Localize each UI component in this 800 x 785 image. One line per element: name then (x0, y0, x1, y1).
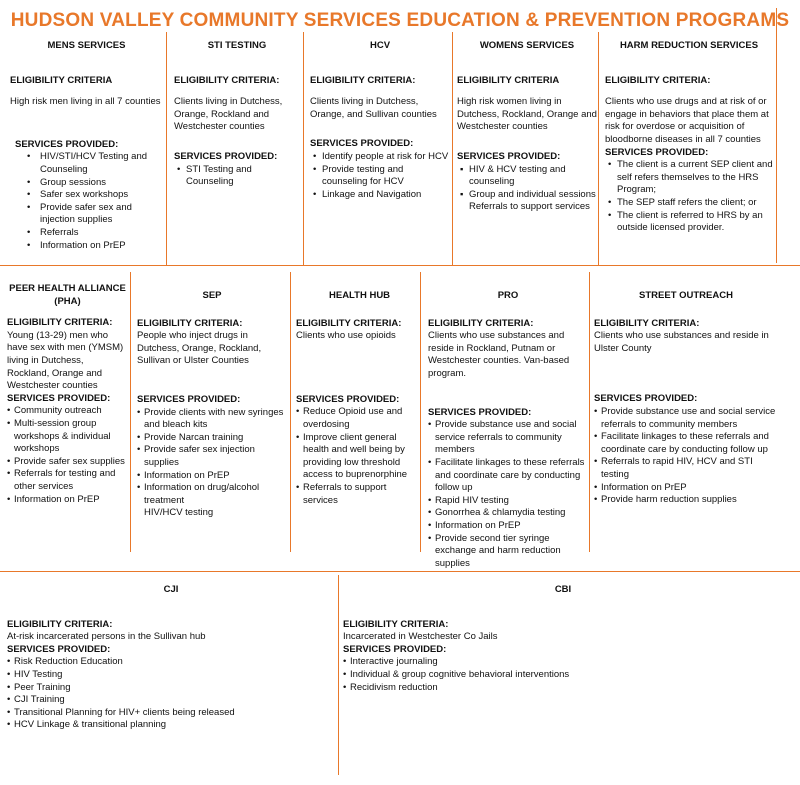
list-item: • Multi-session group workshops & individual workshops (7, 418, 128, 456)
sep-cell (137, 290, 287, 520)
eligibility-label: ELIGIBILITY CRITERIA: (174, 74, 280, 86)
mens-services-cell (10, 40, 163, 252)
services-label: SERVICES PROVIDED: (7, 643, 111, 655)
hiv-hcv-testing-text: HIV/HCV testing (144, 507, 214, 519)
list-item: • Facilitate linkages to these referrals and coordinate care by conducting follow up (594, 431, 778, 456)
pro-heading: PRO (497, 290, 519, 301)
list-item: • The client is a current SEP client and self refers themselves to the HRS Program; (605, 159, 773, 197)
divider (290, 272, 291, 552)
eligibility-label: ELIGIBILITY CRITERIA (10, 74, 113, 86)
eligibility-text: Clients who use opioids (296, 330, 396, 342)
list-item: • Provide testing and counseling for HCV (310, 164, 450, 189)
eligibility-label: ELIGIBILITY CRITERIA: (428, 317, 534, 329)
list-item: • Facilitate linkages to these referrals and coordinate care by conducting follow up (428, 457, 588, 495)
list-item: • Risk Reduction Education (7, 656, 335, 669)
divider (338, 575, 339, 775)
eligibility-text: Clients who use drugs and at risk of or engage in behaviors that place them at risk for overdose or acquisition of bloodborne diseases in all 7 counties (605, 96, 769, 145)
list-item: • Rapid HIV testing (428, 495, 588, 508)
eligibility-label: ELIGIBILITY CRITERIA: (605, 74, 711, 86)
eligibility-text: Young (13-29) men who have sex with men (YMSM) living in Dutchess, Rockland, Orange and Westchester counties (7, 329, 124, 392)
list-item: • Provide safer sex injection supplies (137, 444, 287, 469)
sti-testing-heading: STI TESTING (207, 40, 267, 51)
list-item: • Provide substance use and social service referrals to community members (428, 419, 588, 457)
list-item: • Peer Training (7, 682, 335, 695)
services-label: SERVICES PROVIDED: (296, 393, 400, 405)
services-label: SERVICES PROVIDED: (310, 138, 414, 150)
pro-cell (428, 290, 588, 570)
hcv-cell (310, 40, 450, 201)
cji-heading: CJI (163, 584, 179, 595)
mens-services-heading: MENS SERVICES (47, 40, 126, 51)
list-item: • Information on drug/alcohol treatment (137, 482, 287, 507)
list-item: • Improve client general health and well being by providing low threshold access to buprenorphine (296, 432, 418, 482)
sti-testing-cell (174, 40, 300, 189)
list-item: ▪ HIV & HCV testing and counseling (457, 164, 597, 189)
services-label: SERVICES PROVIDED: (605, 146, 709, 158)
list-item: • Referrals for testing and other services (7, 468, 128, 493)
page-title: HUDSON VALLEY COMMUNITY SERVICES EDUCATION & PREVENTION PROGRAMS (10, 10, 790, 31)
list-item: • Group sessions (10, 177, 163, 190)
list-item: • Linkage and Navigation (310, 189, 450, 202)
list-item: • Provide harm reduction supplies (594, 494, 778, 507)
list-item: • Provide second tier syringe exchange and harm reduction supplies (428, 533, 588, 571)
list-item: • The SEP staff refers the client; or (605, 197, 773, 210)
pha-heading: PEER HEALTH ALLIANCE (PHA) (9, 283, 126, 307)
divider (0, 571, 800, 572)
list-item: • CJI Training (7, 694, 335, 707)
eligibility-label: ELIGIBILITY CRITERIA: (296, 317, 402, 329)
list-item: • HIV Testing (7, 669, 335, 682)
services-label: SERVICES PROVIDED: (343, 643, 447, 655)
list-item: • Provide safer sex supplies (7, 456, 128, 469)
list-item: • HCV Linkage & transitional planning (7, 719, 335, 732)
health-hub-cell (296, 290, 418, 507)
list-item: • Reduce Opioid use and overdosing (296, 406, 418, 431)
divider (166, 32, 167, 265)
health-hub-heading: HEALTH HUB (329, 290, 391, 301)
eligibility-text: Clients who use substances and reside in Ulster County (594, 330, 769, 354)
services-label: SERVICES PROVIDED: (15, 138, 119, 150)
list-item: • Individual & group cognitive behavioral interventions (343, 669, 783, 682)
services-label: SERVICES PROVIDED: (174, 150, 278, 162)
list-item: • Identify people at risk for HCV (310, 151, 450, 164)
divider (452, 32, 453, 265)
list-item: • Provide safer sex and injection supplies (10, 202, 163, 227)
divider (0, 265, 800, 266)
list-item: • Provide Narcan training (137, 432, 287, 445)
divider (598, 32, 599, 265)
eligibility-label: ELIGIBILITY CRITERIA: (343, 618, 449, 630)
eligibility-text: High risk men living in all 7 counties (10, 96, 161, 108)
peer-health-alliance-cell (7, 283, 128, 506)
eligibility-text: People who inject drugs in Dutchess, Orange, Rockland, Sullivan or Ulster Counties (137, 330, 262, 367)
list-item: • Referrals (10, 227, 163, 240)
list-item: • Safer sex workshops (10, 189, 163, 202)
referrals-text: Referrals to support services (469, 201, 590, 213)
list-item: • Interactive journaling (343, 656, 783, 669)
services-label: SERVICES PROVIDED: (457, 150, 561, 162)
list-item: • Recidivism reduction (343, 682, 783, 695)
list-item: • Transitional Planning for HIV+ clients being released (7, 707, 335, 720)
list-item: • HIV/STI/HCV Testing and Counseling (10, 151, 163, 176)
services-label: SERVICES PROVIDED: (7, 392, 111, 404)
eligibility-label: ELIGIBILITY CRITERIA: (137, 317, 243, 329)
womens-services-cell (457, 40, 597, 214)
street-outreach-cell (594, 290, 778, 507)
list-item: • Information on PrEP (594, 482, 778, 495)
harm-reduction-heading: HARM REDUCTION SERVICES (619, 40, 759, 51)
cbi-cell (343, 584, 783, 694)
divider (776, 8, 777, 263)
services-label: SERVICES PROVIDED: (137, 393, 241, 405)
list-item: • The client is referred to HRS by an outside licensed provider. (605, 210, 773, 235)
list-item: • STI Testing and Counseling (174, 164, 300, 189)
sep-heading: SEP (202, 290, 222, 301)
street-outreach-heading: STREET OUTREACH (639, 290, 733, 301)
list-item: ▪ Group and individual sessions (457, 189, 597, 202)
list-item: • Referrals to support services (296, 482, 418, 507)
eligibility-text: Clients living in Dutchess, Orange, Rockland and Westchester counties (174, 96, 283, 133)
hcv-heading: HCV (369, 40, 391, 51)
eligibility-label: ELIGIBILITY CRITERIA: (310, 74, 416, 86)
list-item: • Community outreach (7, 405, 128, 418)
divider (303, 32, 304, 265)
womens-services-heading: WOMENS SERVICES (479, 40, 575, 51)
divider (130, 272, 131, 552)
services-label: SERVICES PROVIDED: (594, 393, 698, 405)
services-label: SERVICES PROVIDED: (428, 406, 532, 418)
eligibility-label: ELIGIBILITY CRITERIA: (7, 317, 113, 329)
eligibility-text: Clients living in Dutchess, Orange, and Sullivan counties (310, 96, 437, 120)
eligibility-label: ELIGIBILITY CRITERIA: (594, 317, 700, 329)
list-item: • Information on PrEP (10, 240, 163, 253)
list-item: • Referrals to rapid HIV, HCV and STI testing (594, 456, 778, 481)
list-item: • Information on PrEP (137, 470, 287, 483)
eligibility-text: Incarcerated in Westchester Co Jails (343, 631, 498, 643)
list-item: • Information on PrEP (428, 520, 588, 533)
eligibility-text: High risk women living in Dutchess, Rockland, Orange and Westchester counties (457, 96, 597, 133)
list-item: • Provide substance use and social service referrals to community members (594, 406, 778, 431)
harm-reduction-cell (605, 40, 773, 235)
divider (589, 272, 590, 552)
eligibility-text: Clients who use substances and reside in Rockland, Putnam or Westchester counties. Van-based program. (428, 330, 570, 379)
cbi-heading: CBI (554, 584, 572, 595)
eligibility-label: ELIGIBILITY CRITERIA (457, 74, 560, 86)
list-item: • Information on PrEP (7, 494, 128, 507)
cji-cell (7, 584, 335, 732)
eligibility-text: At-risk incarcerated persons in the Sullivan hub (7, 631, 206, 643)
list-item: • Provide clients with new syringes and bleach kits (137, 407, 287, 432)
divider (420, 272, 421, 552)
list-item: • Gonorrhea & chlamydia testing (428, 507, 588, 520)
eligibility-label: ELIGIBILITY CRITERIA: (7, 618, 113, 630)
